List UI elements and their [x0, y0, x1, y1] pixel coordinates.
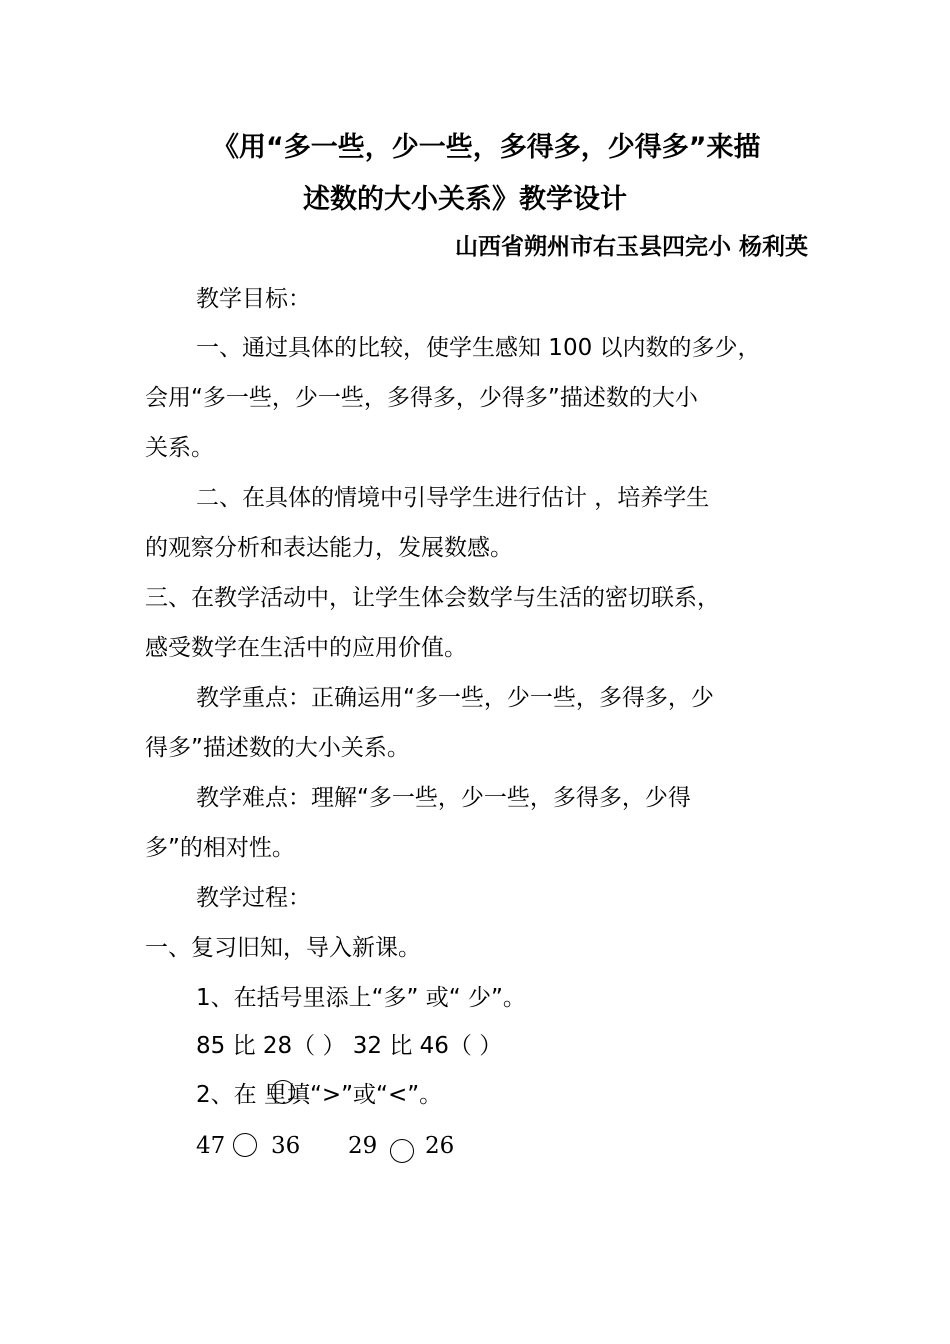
- exercise-2-prompt: 2、在 里填“>”或“<”。: [196, 1082, 443, 1108]
- process-heading: 教学过程：: [196, 885, 311, 911]
- exercise-2-b-left: 29: [348, 1133, 378, 1159]
- key-point-line-2: 得多”描述数的大小关系。: [145, 735, 410, 761]
- objective-1-line-1: 一、通过具体的比较，使学生感知 100 以内数的多少，: [196, 335, 761, 361]
- objective-3-line-2: 感受数学在生活中的应用价值。: [145, 635, 467, 661]
- section-1-heading: 一、复习旧知，导入新课。: [145, 935, 421, 961]
- exercise-1-items: 85 比 28（ ） 32 比 46（ ）: [196, 1033, 503, 1059]
- exercise-2-a-left: 47: [196, 1133, 226, 1159]
- objective-3-line-1: 三、在教学活动中，让学生体会数学与生活的密切联系，: [145, 585, 720, 611]
- difficulty-line-1: 教学难点：理解“多一些，少一些，多得多，少得: [196, 785, 691, 811]
- author-line: 山西省朔州市右玉县四完小 杨利英: [454, 234, 808, 260]
- difficulty-line-2: 多”的相对性。: [145, 835, 295, 861]
- key-point-line-1: 教学重点：正确运用“多一些，少一些，多得多，少: [196, 685, 714, 711]
- exercise-2-b-right: 26: [425, 1133, 455, 1159]
- title-line-2: 述数的大小关系》教学设计: [303, 184, 627, 215]
- exercise-2-a-right: 36: [271, 1133, 301, 1159]
- blank-circle-icon: [390, 1139, 414, 1163]
- blank-circle-icon: [271, 1080, 295, 1104]
- exercise-1-prompt: 1、在括号里添上“多” 或“ 少”。: [196, 985, 526, 1011]
- objective-1-line-2: 会用“多一些，少一些，多得多，少得多”描述数的大小: [145, 385, 698, 411]
- blank-circle-icon: [233, 1133, 257, 1157]
- title-line-1: 《用“多一些，少一些，多得多，少得多”来描: [212, 132, 761, 163]
- objective-2-line-2: 的观察分析和表达能力，发展数感。: [145, 535, 513, 561]
- objectives-heading: 教学目标：: [196, 286, 311, 312]
- objective-1-line-3: 关系。: [145, 435, 214, 461]
- objective-2-line-1: 二、在具体的情境中引导学生进行估计 ，培养学生: [196, 485, 710, 511]
